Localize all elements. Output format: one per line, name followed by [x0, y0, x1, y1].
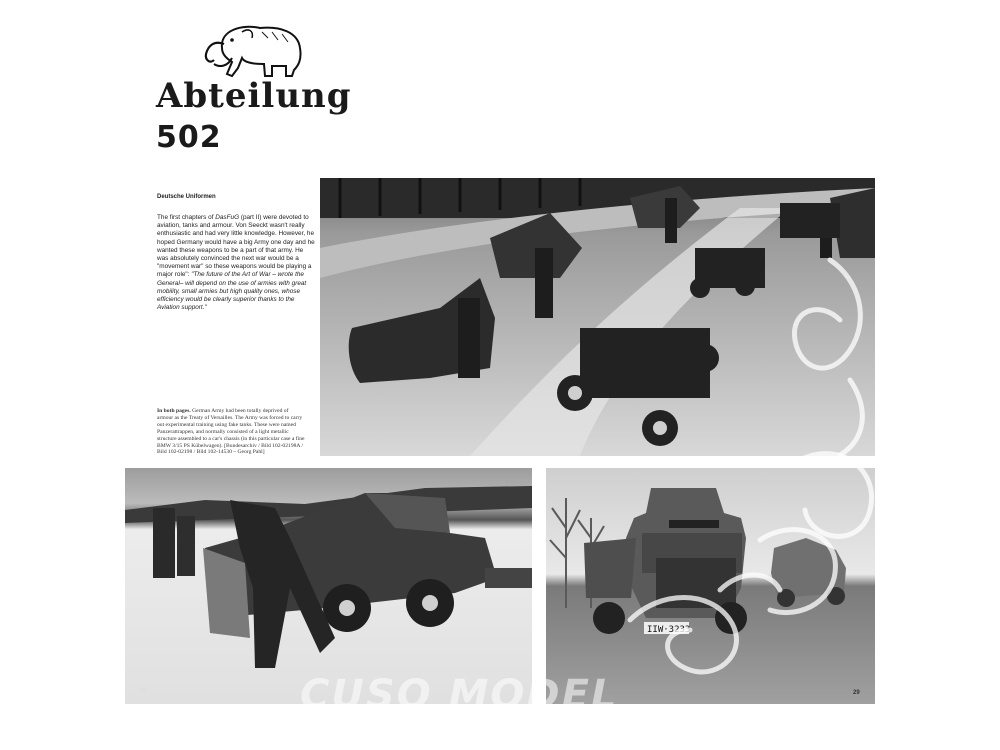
brand-logo [150, 18, 380, 155]
section-label: Deutsche Uniformen [157, 194, 216, 200]
intro-part-3: (part II) were devoted to aviation, tanks and armour. Von Seeckt wasn't really enthusiastic and had very little knowledge. However, he hoped Germany would have a big Army one day and he wanted these weapons to be a part of that army. He was absolutely convinced the next war would be a "movement war" so these weapons would be playing a major role": [157, 214, 315, 279]
mammoth-icon [202, 18, 312, 78]
intro-part-2: DasFuG [215, 214, 240, 221]
intro-paragraph [157, 214, 315, 312]
watermark-figure [600, 240, 890, 720]
photo-caption [157, 408, 305, 456]
logo-text [156, 76, 380, 156]
intro-part-4: "The future of the Art of War – wrote the General– will depend on the use of armies with great mobility, small armies but high quality ones, whose efficiency would be clearly superior thanks to the Aviation support." [157, 271, 307, 312]
watermark-text: CUSO MODEL [300, 672, 619, 718]
page-number-left: 28 [139, 688, 146, 694]
intro-part-1: The first chapters of [157, 214, 216, 221]
caption-body: German Army had been totally deprived of armour as the Treaty of Versailles. The Army was forced to carry out experimental training using fake tanks. These were named Panzerattrappen, and normally consisted of a light metallic structure assembled to a car's chassis (in this particular case a fine BMW 3/15 PS Kübelwagen). [Bundesarchiv / Bild 102-02198A / Bild 102-02198 / Bild 102-14530 – Georg Pahl] [157, 408, 305, 456]
caption-heading: In both pages. [157, 408, 191, 414]
photo-bmw-kubelwagen [125, 468, 532, 704]
logo-number: 502 [156, 120, 222, 155]
license-plate: IIW·3233 [647, 625, 691, 635]
logo-word: Abteilung [156, 76, 352, 116]
page-number-right: 29 [853, 690, 860, 696]
